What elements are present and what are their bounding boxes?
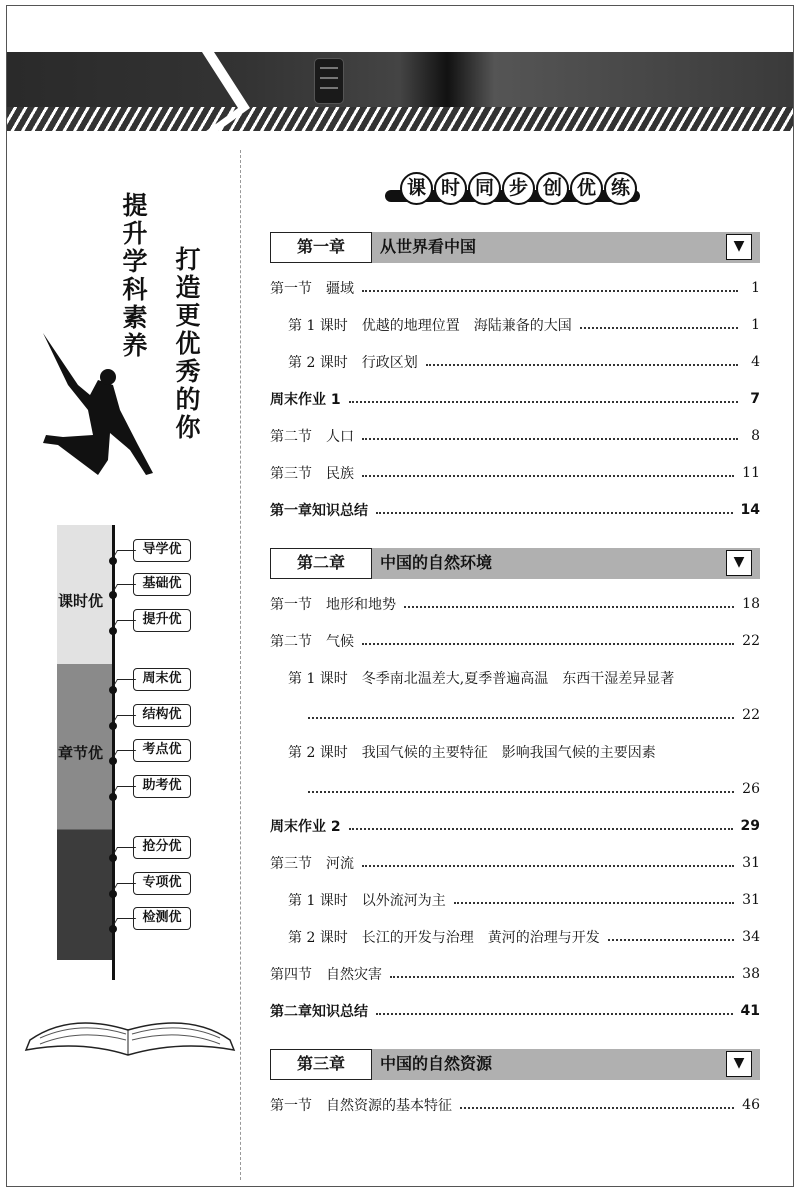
toc-entry-title: 第 1 课时 以外流河为主 (288, 892, 446, 909)
chevron-down-icon[interactable]: ▼ (726, 550, 752, 576)
dot-leader (460, 1107, 734, 1109)
dot-leader (390, 976, 734, 978)
timeline-item: 检测优 (133, 907, 191, 930)
page-number: 34 (742, 928, 760, 945)
chapter-gap (270, 528, 760, 548)
toc-entry[interactable] (270, 417, 760, 454)
page-number: 4 (751, 353, 760, 370)
toc-entry[interactable] (270, 733, 760, 770)
title-char: 优 (570, 172, 603, 205)
chapter-title: 中国的自然资源 (372, 1049, 760, 1080)
chevron-down-icon[interactable]: ▼ (726, 1051, 752, 1077)
timeline-item: 结构优 (133, 704, 191, 727)
dot-leader (362, 643, 734, 645)
toc-entry[interactable] (270, 380, 760, 417)
toc-entry[interactable] (270, 881, 760, 918)
page-number: 22 (742, 706, 760, 723)
page-number: 38 (742, 965, 760, 982)
dot-leader (608, 939, 734, 941)
page-number: 29 (740, 817, 760, 834)
toc-entry-title: 第 2 课时 行政区划 (288, 354, 418, 371)
column-divider (240, 150, 241, 1180)
timeline-item: 基础优 (133, 573, 191, 596)
table-of-contents (270, 232, 760, 1123)
chapter-number: 第三章 (270, 1049, 372, 1080)
timeline-item: 助考优 (133, 775, 191, 798)
page-number: 31 (742, 854, 760, 871)
timeline-dot (109, 591, 117, 599)
chapter-header[interactable] (270, 1049, 760, 1080)
toc-entry-title: 第二章知识总结 (270, 1003, 368, 1020)
timeline-group-label: 课时优 (58, 592, 104, 610)
slogan-1: 提升学科素养 (119, 192, 148, 360)
page-number: 14 (740, 501, 760, 518)
title-char: 步 (502, 172, 535, 205)
timeline-item: 考点优 (133, 739, 191, 762)
chapter-number: 第一章 (270, 232, 372, 263)
dot-leader (426, 364, 738, 366)
toc-entry[interactable] (270, 1086, 760, 1123)
timeline-dot (109, 793, 117, 801)
toc-entry-title: 周末作业 2 (270, 818, 341, 835)
toc-entry[interactable] (270, 585, 760, 622)
jumping-figure-icon (38, 325, 158, 485)
toc-entry[interactable] (270, 269, 760, 306)
title-char: 课 (400, 172, 433, 205)
section-title (400, 172, 637, 205)
page-number: 26 (742, 780, 760, 797)
dot-leader (349, 828, 733, 830)
toc-entry[interactable] (270, 844, 760, 881)
toc-entry-title: 周末作业 1 (270, 391, 341, 408)
title-char: 时 (434, 172, 467, 205)
timeline-dot (109, 890, 117, 898)
timeline-dot (109, 722, 117, 730)
page-number: 8 (751, 427, 760, 444)
timeline-dot (109, 557, 117, 565)
dot-leader (362, 290, 738, 292)
toc-entry[interactable] (270, 659, 760, 696)
dot-leader (308, 717, 734, 719)
toc-entry-title: 第 1 课时 优越的地理位置 海陆兼备的大国 (288, 317, 572, 334)
chapter-title: 从世界看中国 (372, 232, 760, 263)
timeline-dot (109, 757, 117, 765)
timeline-item: 抢分优 (133, 836, 191, 859)
dot-leader (454, 902, 734, 904)
toc-entry-continuation[interactable] (270, 696, 760, 733)
chapter-title: 中国的自然环境 (372, 548, 760, 579)
page-number: 31 (742, 891, 760, 908)
chevron-down-icon[interactable]: ▼ (726, 234, 752, 260)
toc-entry-title: 第二节 人口 (270, 428, 354, 445)
book-logo-icon (314, 58, 344, 104)
timeline-dot (109, 925, 117, 933)
timeline-dot (109, 686, 117, 694)
timeline-dot (109, 854, 117, 862)
page-number: 11 (742, 464, 760, 481)
dot-leader (580, 327, 738, 329)
toc-entry[interactable] (270, 807, 760, 844)
title-char: 同 (468, 172, 501, 205)
page-number: 22 (742, 632, 760, 649)
toc-entry[interactable] (270, 306, 760, 343)
toc-entry-title: 第一节 自然资源的基本特征 (270, 1097, 452, 1114)
toc-entry[interactable] (270, 918, 760, 955)
title-char: 创 (536, 172, 569, 205)
chevron-icon (200, 50, 260, 134)
timeline-dot (109, 627, 117, 635)
toc-entry-title: 第 2 课时 长江的开发与治理 黄河的治理与开发 (288, 929, 600, 946)
dot-leader (362, 438, 738, 440)
toc-entry-title: 第 1 课时 冬季南北温差大,夏季普遍高温 东西干湿差异显著 (288, 670, 675, 687)
toc-entry-title: 第 2 课时 我国气候的主要特征 影响我国气候的主要因素 (288, 744, 656, 761)
page-number: 1 (751, 279, 760, 296)
dot-leader (376, 512, 733, 514)
toc-entry[interactable] (270, 454, 760, 491)
page-number: 46 (742, 1096, 760, 1113)
page-number: 1 (751, 316, 760, 333)
dot-leader (349, 401, 738, 403)
dot-leader (362, 865, 734, 867)
dot-leader (404, 606, 734, 608)
toc-entry-title: 第一节 疆域 (270, 280, 354, 297)
timeline-item: 提升优 (133, 609, 191, 632)
timeline-item: 专项优 (133, 872, 191, 895)
chapter-gap (270, 1029, 760, 1049)
toc-entry-title: 第三节 河流 (270, 855, 354, 872)
timeline-item: 导学优 (133, 539, 191, 562)
header-stripes (7, 107, 793, 131)
chapter-header[interactable] (270, 232, 760, 263)
toc-entry[interactable] (270, 992, 760, 1029)
open-book-icon (20, 1000, 240, 1060)
dot-leader (362, 475, 734, 477)
chapter-header[interactable] (270, 548, 760, 579)
header-band (7, 52, 793, 108)
timeline-group-label: 章节优 (58, 744, 104, 762)
title-char: 练 (604, 172, 637, 205)
dot-leader (376, 1013, 733, 1015)
chapter-number: 第二章 (270, 548, 372, 579)
toc-entry-title: 第四节 自然灾害 (270, 966, 382, 983)
page-number: 41 (740, 1002, 760, 1019)
timeline-item: 周末优 (133, 668, 191, 691)
toc-entry[interactable] (270, 343, 760, 380)
toc-entry-title: 第二节 气候 (270, 633, 354, 650)
page-number: 18 (742, 595, 760, 612)
slogan-2: 打造更优秀的你 (172, 246, 201, 442)
toc-entry-continuation[interactable] (270, 770, 760, 807)
toc-entry-title: 第一节 地形和地势 (270, 596, 396, 613)
dot-leader (308, 791, 734, 793)
toc-entry-title: 第三节 民族 (270, 465, 354, 482)
toc-entry[interactable] (270, 622, 760, 659)
toc-entry[interactable] (270, 491, 760, 528)
page-number: 7 (750, 390, 760, 407)
toc-entry-title: 第一章知识总结 (270, 502, 368, 519)
toc-entry[interactable] (270, 955, 760, 992)
